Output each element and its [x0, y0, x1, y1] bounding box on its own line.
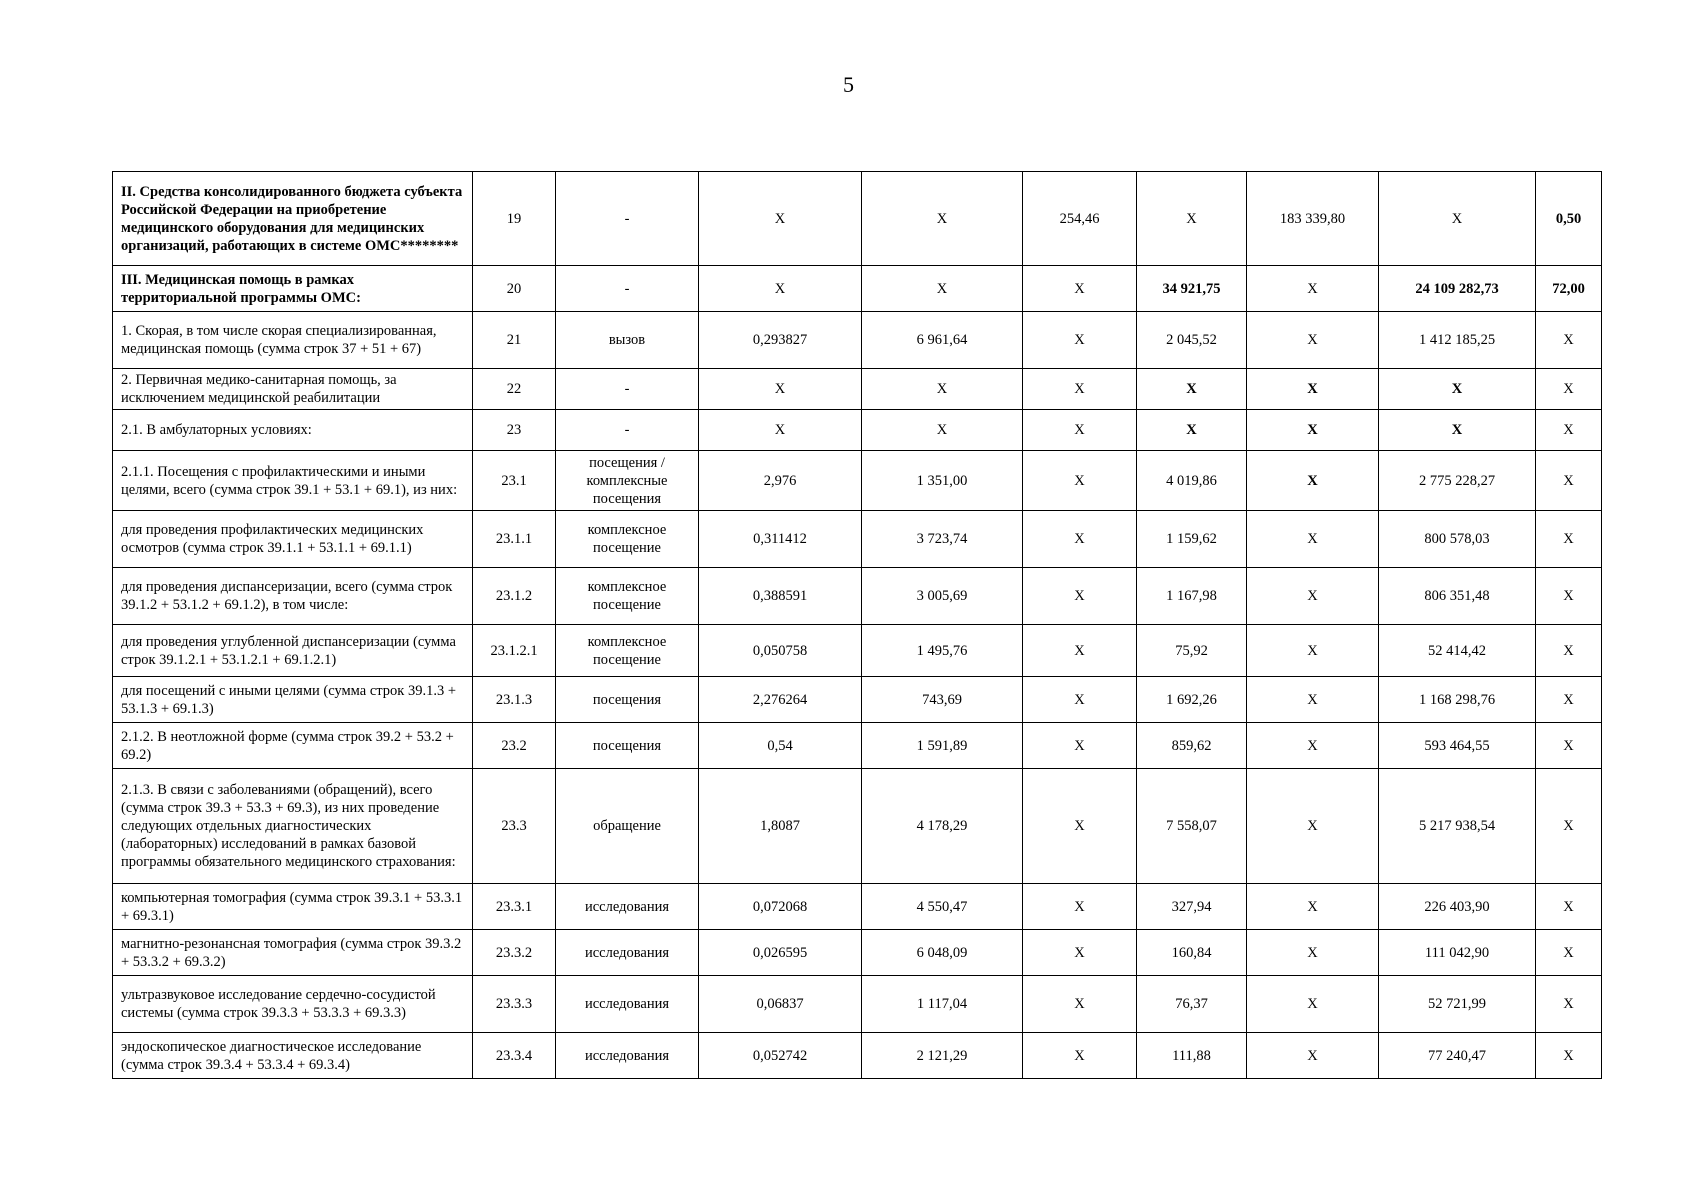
row-name-cell: для проведения диспансеризации, всего (сумма строк 39.1.2 + 53.1.2 + 69.1.2), в том числе: — [113, 568, 473, 625]
page-number: 5 — [843, 72, 854, 97]
row-col9-cell: 52 414,42 — [1379, 625, 1536, 677]
row-col7-cell: X — [1137, 410, 1247, 451]
row-cost-cell: 2 121,29 — [862, 1033, 1023, 1079]
row-col9-cell: 2 775 228,27 — [1379, 451, 1536, 511]
row-name-cell: компьютерная томография (сумма строк 39.3.1 + 53.3.1 + 69.3.1) — [113, 884, 473, 930]
row-volume-cell: X — [699, 266, 862, 312]
row-col9-cell: 226 403,90 — [1379, 884, 1536, 930]
row-col6-cell: X — [1023, 312, 1137, 369]
table-row — [113, 369, 1602, 410]
row-cost-cell: X — [862, 172, 1023, 266]
row-line-number-cell: 23 — [473, 410, 556, 451]
row-line-number-cell: 23.1 — [473, 451, 556, 511]
row-col6-cell: X — [1023, 410, 1137, 451]
row-col10-cell: 0,50 — [1536, 172, 1602, 266]
row-col6-cell: X — [1023, 625, 1137, 677]
row-col7-cell: 34 921,75 — [1137, 266, 1247, 312]
row-col9-cell: 806 351,48 — [1379, 568, 1536, 625]
row-line-number-cell: 23.3.2 — [473, 930, 556, 976]
row-volume-cell: X — [699, 172, 862, 266]
row-volume-cell: 0,388591 — [699, 568, 862, 625]
row-cost-cell: 1 117,04 — [862, 976, 1023, 1033]
row-volume-cell: 0,052742 — [699, 1033, 862, 1079]
table-row — [113, 625, 1602, 677]
row-col10-cell: X — [1536, 976, 1602, 1033]
row-line-number-cell: 23.2 — [473, 723, 556, 769]
row-col7-cell: 859,62 — [1137, 723, 1247, 769]
row-cost-cell: 3 005,69 — [862, 568, 1023, 625]
row-col8-cell: X — [1247, 1033, 1379, 1079]
row-col10-cell: X — [1536, 625, 1602, 677]
row-col9-cell: 111 042,90 — [1379, 930, 1536, 976]
table-row — [113, 723, 1602, 769]
table-row — [113, 410, 1602, 451]
row-col9-cell: 5 217 938,54 — [1379, 769, 1536, 884]
row-col9-cell: 800 578,03 — [1379, 511, 1536, 568]
row-name-cell: ультразвуковое исследование сердечно-сосудистой системы (сумма строк 39.3.3 + 53.3.3 + 69.3.3) — [113, 976, 473, 1033]
row-unit-cell: - — [556, 266, 699, 312]
row-col7-cell: 1 167,98 — [1137, 568, 1247, 625]
row-col10-cell: X — [1536, 769, 1602, 884]
row-col10-cell: X — [1536, 677, 1602, 723]
row-line-number-cell: 23.1.3 — [473, 677, 556, 723]
row-col6-cell: X — [1023, 723, 1137, 769]
row-col8-cell: X — [1247, 769, 1379, 884]
row-cost-cell: 6 048,09 — [862, 930, 1023, 976]
row-col8-cell: X — [1247, 312, 1379, 369]
table-row — [113, 769, 1602, 884]
row-col8-cell: X — [1247, 410, 1379, 451]
row-col7-cell: 160,84 — [1137, 930, 1247, 976]
row-cost-cell: 4 550,47 — [862, 884, 1023, 930]
table-row — [113, 568, 1602, 625]
row-unit-cell: исследования — [556, 1033, 699, 1079]
row-line-number-cell: 20 — [473, 266, 556, 312]
row-cost-cell: 3 723,74 — [862, 511, 1023, 568]
row-line-number-cell: 23.3.4 — [473, 1033, 556, 1079]
row-col6-cell: X — [1023, 511, 1137, 568]
row-col7-cell: 2 045,52 — [1137, 312, 1247, 369]
row-line-number-cell: 23.1.2.1 — [473, 625, 556, 677]
row-col8-cell: X — [1247, 723, 1379, 769]
row-volume-cell: 0,072068 — [699, 884, 862, 930]
row-col9-cell: X — [1379, 369, 1536, 410]
row-name-cell: 2.1. В амбулаторных условиях: — [113, 410, 473, 451]
row-col7-cell: 327,94 — [1137, 884, 1247, 930]
row-col6-cell: X — [1023, 677, 1137, 723]
row-col6-cell: 254,46 — [1023, 172, 1137, 266]
row-cost-cell: 743,69 — [862, 677, 1023, 723]
row-line-number-cell: 23.3 — [473, 769, 556, 884]
row-col6-cell: X — [1023, 769, 1137, 884]
row-volume-cell: 0,026595 — [699, 930, 862, 976]
row-col8-cell: X — [1247, 451, 1379, 511]
row-col7-cell: 75,92 — [1137, 625, 1247, 677]
row-volume-cell: 0,050758 — [699, 625, 862, 677]
row-col8-cell: X — [1247, 568, 1379, 625]
row-col6-cell: X — [1023, 930, 1137, 976]
row-cost-cell: 6 961,64 — [862, 312, 1023, 369]
row-name-cell: II. Средства консолидированного бюджета субъекта Российской Федерации на приобретение медицинского оборудования для медицинских организаций, работающих в системе ОМС******** — [113, 172, 473, 266]
row-col7-cell: 1 692,26 — [1137, 677, 1247, 723]
row-cost-cell: 1 591,89 — [862, 723, 1023, 769]
table-row — [113, 930, 1602, 976]
row-col10-cell: X — [1536, 884, 1602, 930]
row-col7-cell: 7 558,07 — [1137, 769, 1247, 884]
row-col6-cell: X — [1023, 1033, 1137, 1079]
row-col10-cell: X — [1536, 930, 1602, 976]
row-name-cell: для проведения профилактических медицинских осмотров (сумма строк 39.1.1 + 53.1.1 + 69.1.1) — [113, 511, 473, 568]
table-row — [113, 266, 1602, 312]
row-cost-cell: 1 495,76 — [862, 625, 1023, 677]
row-col8-cell: 183 339,80 — [1247, 172, 1379, 266]
row-volume-cell: 0,54 — [699, 723, 862, 769]
row-unit-cell: обращение — [556, 769, 699, 884]
row-col9-cell: 24 109 282,73 — [1379, 266, 1536, 312]
row-name-cell: 2. Первичная медико-санитарная помощь, за исключением медицинской реабилитации — [113, 369, 473, 410]
row-col9-cell: 1 168 298,76 — [1379, 677, 1536, 723]
row-col7-cell: X — [1137, 172, 1247, 266]
row-col8-cell: X — [1247, 930, 1379, 976]
row-name-cell: 2.1.2. В неотложной форме (сумма строк 39.2 + 53.2 + 69.2) — [113, 723, 473, 769]
row-col10-cell: X — [1536, 568, 1602, 625]
row-col8-cell: X — [1247, 625, 1379, 677]
row-volume-cell: 1,8087 — [699, 769, 862, 884]
row-line-number-cell: 23.3.1 — [473, 884, 556, 930]
row-col9-cell: 1 412 185,25 — [1379, 312, 1536, 369]
row-col7-cell: 111,88 — [1137, 1033, 1247, 1079]
row-col6-cell: X — [1023, 266, 1137, 312]
row-col9-cell: 77 240,47 — [1379, 1033, 1536, 1079]
row-col10-cell: X — [1536, 1033, 1602, 1079]
row-cost-cell: X — [862, 410, 1023, 451]
row-col7-cell: 1 159,62 — [1137, 511, 1247, 568]
row-volume-cell: 0,293827 — [699, 312, 862, 369]
row-unit-cell: комплексное посещение — [556, 568, 699, 625]
row-volume-cell: 0,06837 — [699, 976, 862, 1033]
row-col10-cell: 72,00 — [1536, 266, 1602, 312]
row-line-number-cell: 23.3.3 — [473, 976, 556, 1033]
row-col8-cell: X — [1247, 266, 1379, 312]
row-volume-cell: 2,976 — [699, 451, 862, 511]
row-col9-cell: 593 464,55 — [1379, 723, 1536, 769]
row-col8-cell: X — [1247, 677, 1379, 723]
row-col8-cell: X — [1247, 884, 1379, 930]
row-col9-cell: X — [1379, 410, 1536, 451]
table-row — [113, 511, 1602, 568]
table-row — [113, 172, 1602, 266]
row-name-cell: III. Медицинская помощь в рамках территориальной программы ОМС: — [113, 266, 473, 312]
table-row — [113, 976, 1602, 1033]
row-col7-cell: 4 019,86 — [1137, 451, 1247, 511]
row-volume-cell: 2,276264 — [699, 677, 862, 723]
row-line-number-cell: 23.1.2 — [473, 568, 556, 625]
row-unit-cell: комплексное посещение — [556, 511, 699, 568]
row-col8-cell: X — [1247, 976, 1379, 1033]
row-name-cell: эндоскопическое диагностическое исследование (сумма строк 39.3.4 + 53.3.4 + 69.3.4) — [113, 1033, 473, 1079]
row-line-number-cell: 22 — [473, 369, 556, 410]
row-unit-cell: исследования — [556, 930, 699, 976]
row-col9-cell: 52 721,99 — [1379, 976, 1536, 1033]
funding-table — [112, 171, 1602, 1079]
row-col10-cell: X — [1536, 312, 1602, 369]
row-line-number-cell: 23.1.1 — [473, 511, 556, 568]
row-cost-cell: 1 351,00 — [862, 451, 1023, 511]
row-name-cell: магнитно-резонансная томография (сумма строк 39.3.2 + 53.3.2 + 69.3.2) — [113, 930, 473, 976]
row-volume-cell: X — [699, 369, 862, 410]
row-unit-cell: посещения — [556, 677, 699, 723]
row-cost-cell: 4 178,29 — [862, 769, 1023, 884]
row-unit-cell: - — [556, 410, 699, 451]
row-name-cell: 2.1.3. В связи с заболеваниями (обращений), всего (сумма строк 39.3 + 53.3 + 69.3), из них проведение следующих отдельных диагностических (лабораторных) исследований в рамках базовой программы обязательного медицинского страхования: — [113, 769, 473, 884]
row-col8-cell: X — [1247, 511, 1379, 568]
table-row — [113, 884, 1602, 930]
row-col10-cell: X — [1536, 723, 1602, 769]
row-name-cell: для проведения углубленной диспансеризации (сумма строк 39.1.2.1 + 53.1.2.1 + 69.1.2.1) — [113, 625, 473, 677]
row-col10-cell: X — [1536, 369, 1602, 410]
row-unit-cell: - — [556, 172, 699, 266]
row-col7-cell: X — [1137, 369, 1247, 410]
row-col6-cell: X — [1023, 976, 1137, 1033]
row-col6-cell: X — [1023, 884, 1137, 930]
row-unit-cell: комплексное посещение — [556, 625, 699, 677]
row-col9-cell: X — [1379, 172, 1536, 266]
table-row — [113, 1033, 1602, 1079]
row-unit-cell: посещения — [556, 723, 699, 769]
row-name-cell: 2.1.1. Посещения с профилактическими и иными целями, всего (сумма строк 39.1 + 53.1 + 69.1), из них: — [113, 451, 473, 511]
row-col10-cell: X — [1536, 410, 1602, 451]
row-volume-cell: X — [699, 410, 862, 451]
row-unit-cell: исследования — [556, 976, 699, 1033]
row-col7-cell: 76,37 — [1137, 976, 1247, 1033]
row-unit-cell: вызов — [556, 312, 699, 369]
row-unit-cell: исследования — [556, 884, 699, 930]
row-line-number-cell: 19 — [473, 172, 556, 266]
row-unit-cell: - — [556, 369, 699, 410]
row-cost-cell: X — [862, 266, 1023, 312]
row-col6-cell: X — [1023, 568, 1137, 625]
row-name-cell: для посещений с иными целями (сумма строк 39.1.3 + 53.1.3 + 69.1.3) — [113, 677, 473, 723]
row-col10-cell: X — [1536, 511, 1602, 568]
row-name-cell: 1. Скорая, в том числе скорая специализированная, медицинская помощь (сумма строк 37 + 51 + 67) — [113, 312, 473, 369]
row-volume-cell: 0,311412 — [699, 511, 862, 568]
row-cost-cell: X — [862, 369, 1023, 410]
row-col6-cell: X — [1023, 369, 1137, 410]
table-row — [113, 312, 1602, 369]
table-row — [113, 677, 1602, 723]
table-row — [113, 451, 1602, 511]
row-col8-cell: X — [1247, 369, 1379, 410]
row-col10-cell: X — [1536, 451, 1602, 511]
row-col6-cell: X — [1023, 451, 1137, 511]
row-unit-cell: посещения / комплексные посещения — [556, 451, 699, 511]
row-line-number-cell: 21 — [473, 312, 556, 369]
